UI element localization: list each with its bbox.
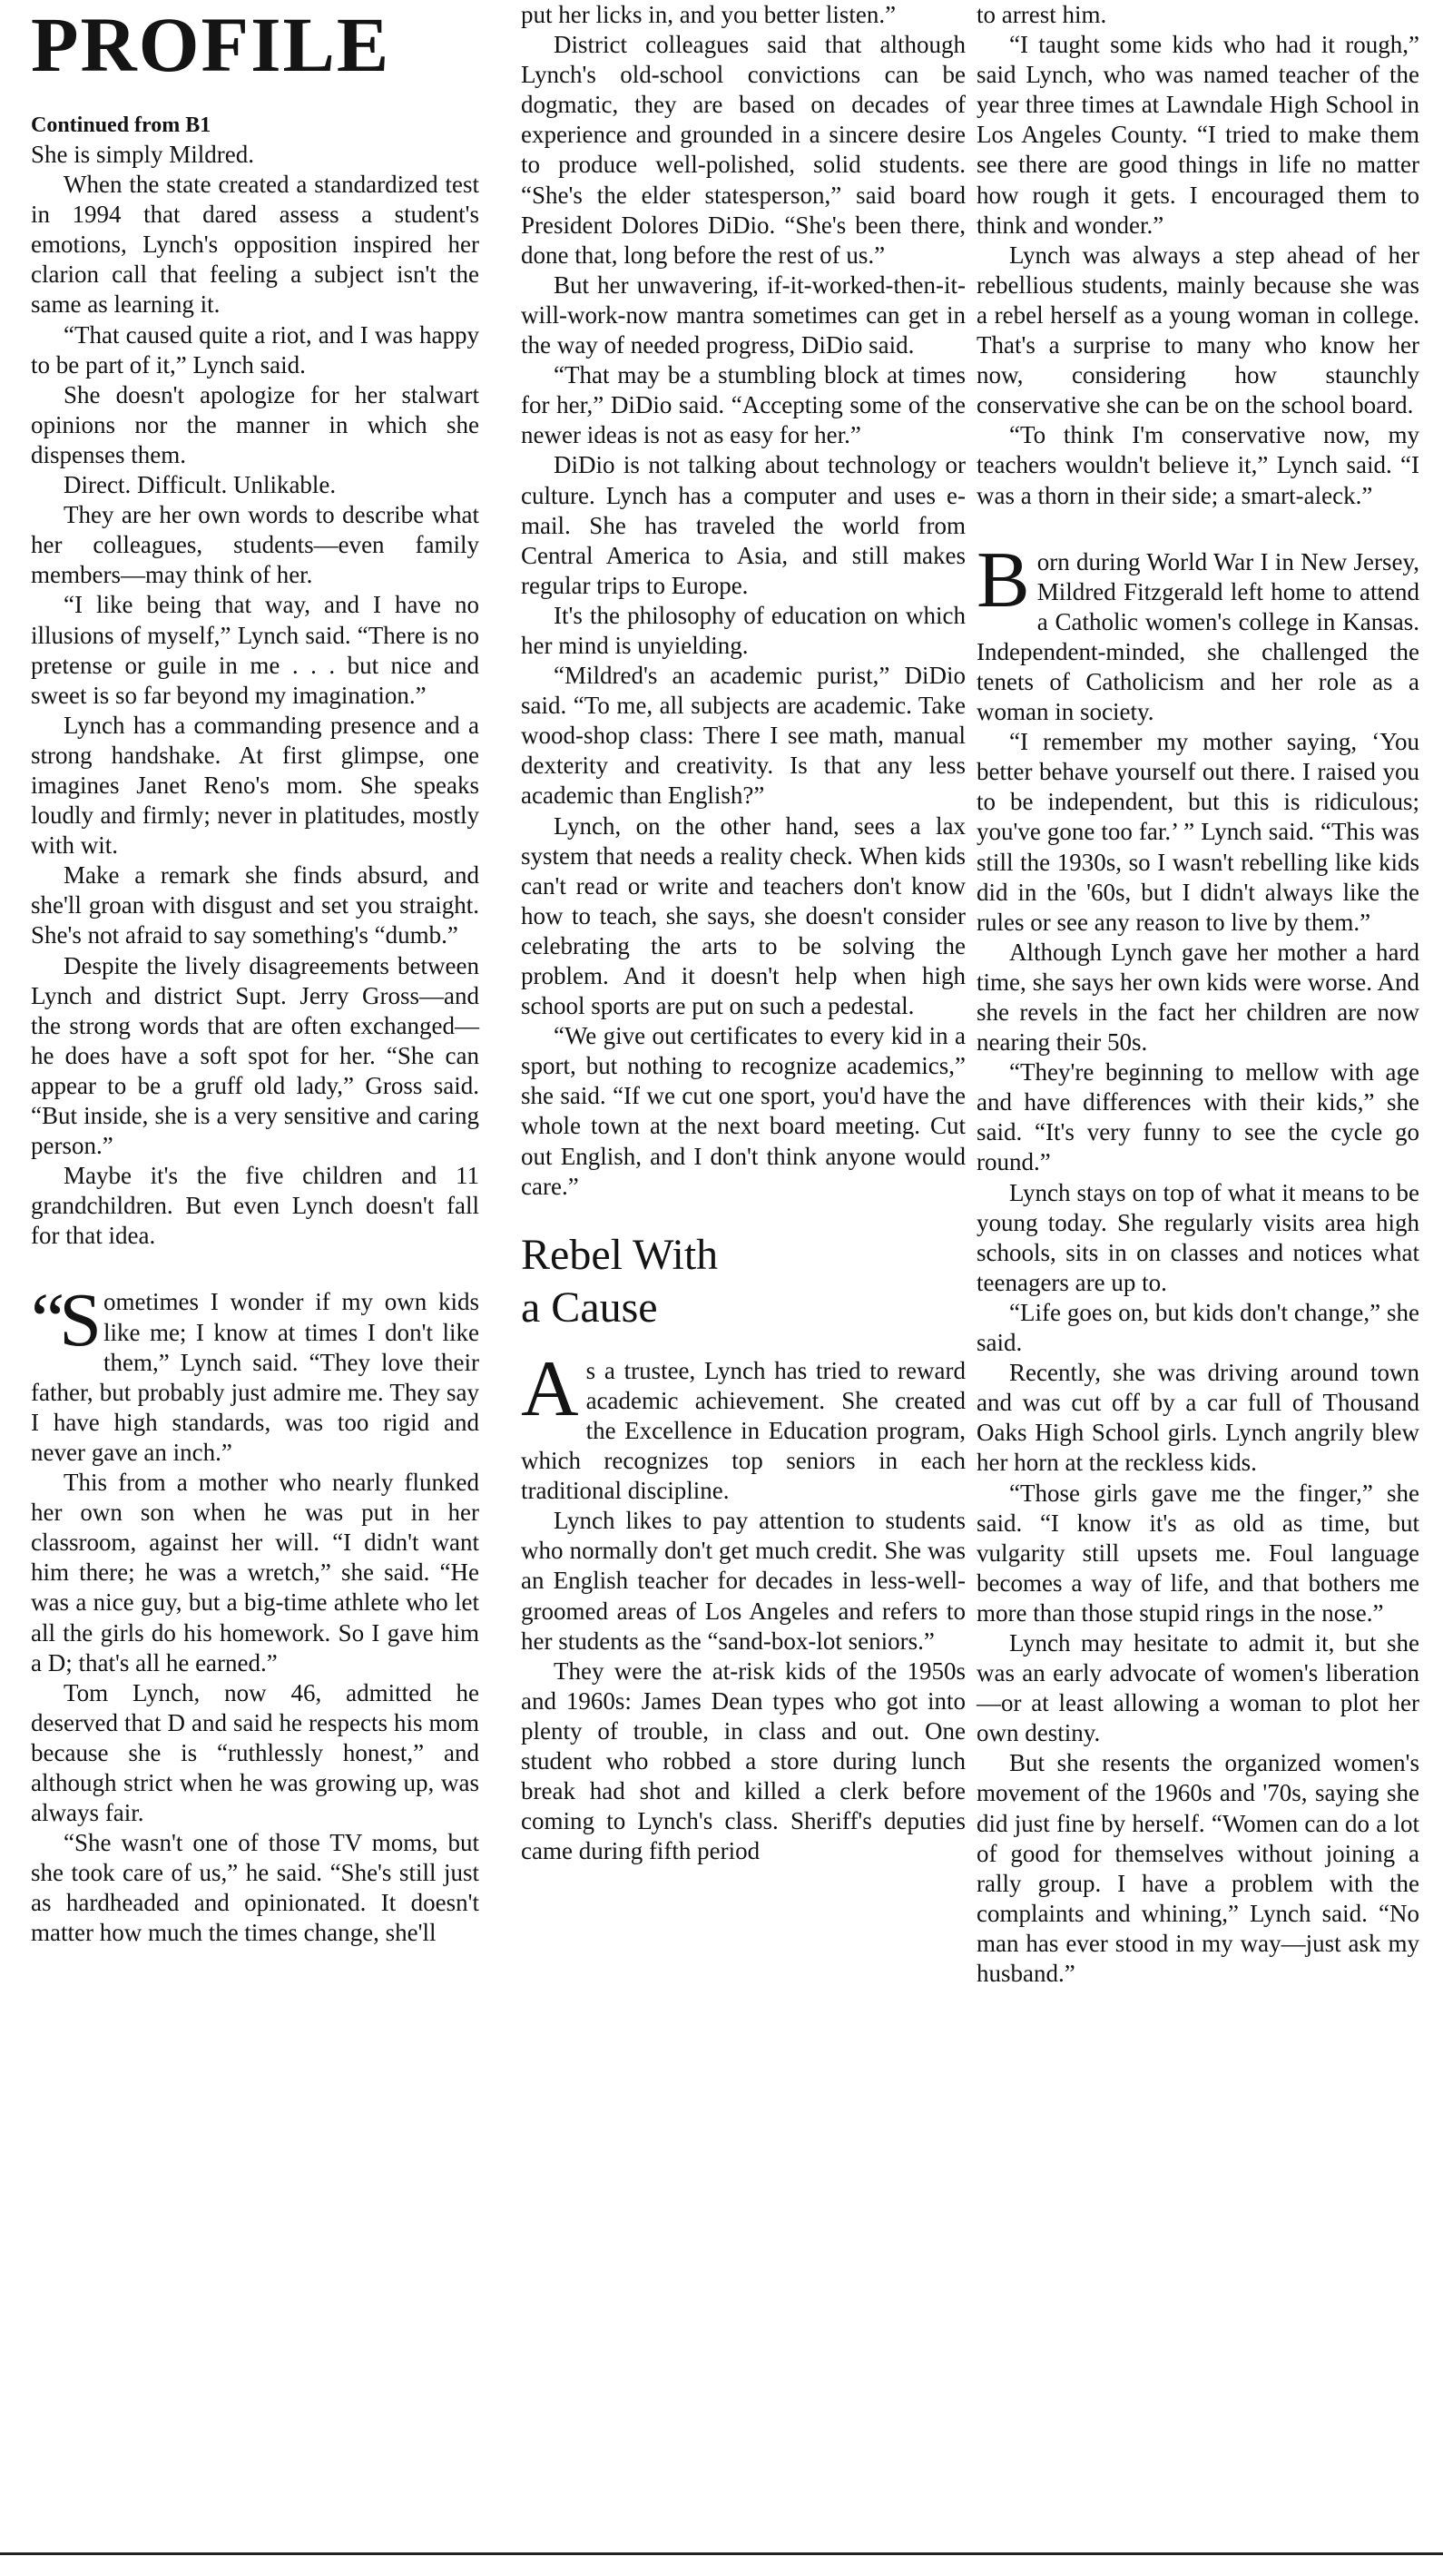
continued-line: Continued from B1 <box>31 113 211 137</box>
section-gap <box>31 1251 479 1287</box>
paragraph: “Mildred's an academic purist,” DiDio said. “To me, all subjects are academic. Take wood-shop class: There I see math, manual dexterity and creativity. Is that any less academic than English?” <box>521 662 966 810</box>
paragraph: to arrest him. <box>977 1 1107 28</box>
paragraph: Lynch likes to pay attention to students who normally don't get much credit. She was an English teacher for decades in less-well-groomed areas of Los Angeles and refers to her students as the “sand-box-lot seniors.” <box>521 1507 966 1655</box>
paragraph: “I like being that way, and I have no illusions of myself,” Lynch said. “There is no pretense or guile in me . . . but nice and sweet is so far beyond my imagination.” <box>31 591 479 709</box>
dropcap-paragraph <box>31 1278 479 1468</box>
paragraph-text: ometimes I wonder if my own kids like me; I know at times I don't like them,” Lynch said. “They love their father, but probably just admire me. They say I have high standards, was too rigid and never gave an inch.” <box>31 1288 479 1466</box>
paragraph: They are her own words to describe what her colleagues, students—even family members—may think of her. <box>31 501 479 589</box>
paragraph: “I taught some kids who had it rough,” said Lynch, who was named teacher of the year three times at Lawndale High School in Los Angeles County. “I tried to make them see there are good things in life no matter how rough it gets. I encouraged them to think and wonder.” <box>977 31 1419 239</box>
paragraph: She is simply Mildred. <box>31 141 255 168</box>
dropcap-paragraph <box>521 1344 966 1506</box>
bottom-rule <box>0 2552 1443 2555</box>
paragraph: “Life goes on, but kids don't change,” she said. <box>977 1298 1419 1357</box>
paragraph: District colleagues said that although Lynch's old-school convictions can be dogmatic, they are based on decades of experience and grounded in a sincere desire to produce well-polished, solid students. “She's the elder statesperson,” said board President Dolores DiDio. “She's been there, done that, long before the rest of us.” <box>521 31 966 269</box>
paragraph: Lynch was always a step ahead of her rebellious students, mainly because she was a rebel herself as a young woman in college. That's a surprise to many who know her now, considering how staunchly conservative she can be on the school board. <box>977 241 1419 419</box>
paragraph: Lynch may hesitate to admit it, but she was an early advocate of women's liberation—or at least allowing a woman to plot her own destiny. <box>977 1628 1419 1747</box>
paragraph: Lynch, on the other hand, sees a lax system that needs a reality check. When kids can't read or write and teachers don't know how to teach, she says, she doesn't consider celebrating the arts to be solving the problem. And it doesn't help when high school sports are put on such a pedestal. <box>521 811 966 1020</box>
paragraph: “Those girls gave me the finger,” she said. “I know it's as old as time, but vulgarity still upsets me. Foul language becomes a way of life, and that bothers me more than those stupid rings in the nose.” <box>977 1479 1419 1627</box>
paragraph: “That caused quite a riot, and I was happy to be part of it,” Lynch said. <box>31 320 479 379</box>
paragraph: Recently, she was driving around town and was cut off by a car full of Thousand Oaks High School girls. Lynch angrily blew her horn at the reckless kids. <box>977 1359 1419 1477</box>
paragraph: Although Lynch gave her mother a hard time, she says her own kids were worse. And she revels in the fact her children are now nearing their 50s. <box>977 938 1419 1057</box>
paragraph: “We give out certificates to every kid in a sport, but nothing to recognize academics,” she said. “If we cut one sport, you'd have the whole town at the next board meeting. Cut out English, and I don't think anyone would care.” <box>521 1022 966 1200</box>
paragraph: “That may be a stumbling block at times for her,” DiDio said. “Accepting some of the newer ideas is not as easy for her.” <box>521 361 966 449</box>
paragraph: Lynch stays on top of what it means to be young today. She regularly visits area high schools, sits in on classes and notices what teenagers are up to. <box>977 1178 1419 1296</box>
paragraph: “To think I'm conservative now, my teachers wouldn't believe it,” Lynch said. “I was a thorn in their side; a smart-aleck.” <box>977 421 1419 509</box>
paragraph: But her unwavering, if-it-worked-then-it-will-work-now mantra sometimes can get in the way of needed progress, DiDio said. <box>521 270 966 359</box>
paragraph: “I remember my mother saying, ‘You better behave yourself out there. I raised you to be independent, but this is ridiculous; you've gone too far.’ ” Lynch said. “This was still the 1930s, so I wasn't rebelling like kids did in the '60s, but I didn't always like the rules or see any reason to live by them.” <box>977 728 1419 936</box>
paragraph: “She wasn't one of those TV moms, but she took care of us,” he said. “She's still just as hardheaded and opinionated. It doesn't matter how much the times change, she'll <box>31 1829 479 1947</box>
paragraph: Maybe it's the five children and 11 grandchildren. But even Lynch doesn't fall for that idea. <box>31 1162 479 1250</box>
paragraph: She doesn't apologize for her stalwart opinions nor the manner in which she dispenses them. <box>31 380 479 468</box>
paragraph: Tom Lynch, now 46, admitted he deserved that D and said he respects his mom because she is “ruthlessly honest,” and although strict when he was growing up, was always fair. <box>31 1678 479 1827</box>
subhead-line: Rebel With <box>521 1230 719 1279</box>
column-2 <box>521 0 966 1866</box>
paragraph: put her licks in, and you better listen.” <box>521 1 897 28</box>
section-subhead <box>521 1229 966 1334</box>
headline: PROFILE <box>31 1 391 88</box>
subhead-line: a Cause <box>521 1283 658 1332</box>
dropcap: “S <box>31 1278 96 1363</box>
paragraph: But she resents the organized women's movement of the 1960s and '70s, saying she did just fine by herself. “Women can do a lot of good for themselves without joining a rally group. I have a problem with the complaints and whining,” Lynch said. “No man has ever stood in my way—just ask my husband.” <box>977 1749 1419 1987</box>
dropcap: A <box>521 1344 579 1433</box>
paragraph: This from a mother who nearly flunked her own son when he was put in her classroom, against her will. “I didn't want him there; he was a wretch,” she said. “He was a nice guy, but a big-time athlete who let all the girls do his homework. So I gave him a D; that's all he earned.” <box>31 1469 479 1676</box>
column-3 <box>977 0 1419 1989</box>
dropcap-paragraph <box>977 536 1419 728</box>
paragraph: Lynch has a commanding presence and a strong handshake. At first glimpse, one imagines Janet Reno's mom. She speaks loudly and firmly; never in platitudes, mostly with wit. <box>31 711 479 860</box>
section-gap <box>977 511 1419 547</box>
paragraph: It's the philosophy of education on which her mind is unyielding. <box>521 601 966 659</box>
paragraph: “They're beginning to mellow with age and have differences with their kids,” she said. “It's very funny to see the cycle go round.” <box>977 1058 1419 1176</box>
dropcap: B <box>977 536 1030 624</box>
paragraph-text: orn during World War I in New Jersey, Mildred Fitzgerald left home to attend a Catholic women's college in Kansas. Independent-minded, she challenged the tenets of Catholicism and her role as a woman in society. <box>977 547 1419 726</box>
paragraph: Despite the lively disagreements between Lynch and district Supt. Jerry Gross—and the strong words that are often exchanged—he does have a soft spot for her. “She can appear to be a gruff old lady,” Gross said. “But inside, she is a very sensitive and caring person.” <box>31 951 479 1160</box>
paragraph: When the state created a standardized test in 1994 that dared assess a student's emotions, Lynch's opposition inspired her clarion call that feeling a subject isn't the same as learning it. <box>31 171 479 319</box>
paragraph: They were the at-risk kids of the 1950s and 1960s: James Dean types who got into plenty of trouble, in class and out. One student who robbed a store during lunch break had shot and killed a clerk before coming to Lynch's class. Sheriff's deputies came during fifth period <box>521 1657 966 1865</box>
paragraph: DiDio is not talking about technology or culture. Lynch has a computer and uses e-mail. She has traveled the world from Central America to Asia, and still makes regular trips to Europe. <box>521 451 966 599</box>
paragraph-text: s a trustee, Lynch has tried to reward academic achievement. She created the Excellence in Education program, which recognizes top seniors in each traditional discipline. <box>521 1356 966 1505</box>
column-1 <box>31 0 479 1949</box>
paragraph: Direct. Difficult. Unlikable. <box>64 471 337 499</box>
paragraph: Make a remark she finds absurd, and she'll groan with disgust and set you straight. She's not afraid to say something's “dumb.” <box>31 861 479 949</box>
